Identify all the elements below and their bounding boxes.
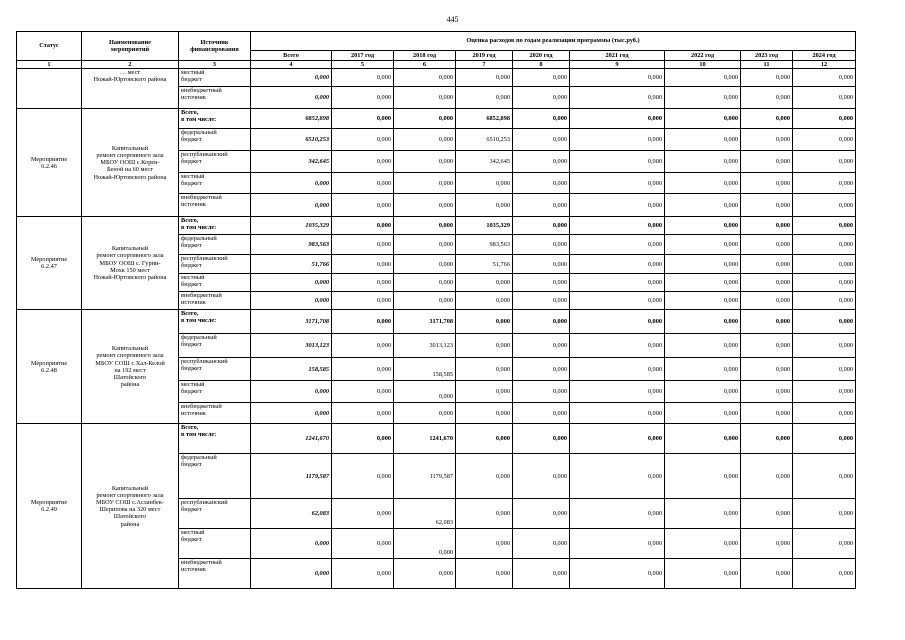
cell-value: 0,000 <box>741 358 793 381</box>
table-row <box>17 69 856 87</box>
cell-value: 0,000 <box>793 274 856 292</box>
cell-value: 0,000 <box>332 129 394 151</box>
cell-value: 0,000 <box>332 109 394 129</box>
cell-value: 0,000 <box>513 173 570 194</box>
cell-value: 0,000 <box>793 334 856 358</box>
activity-name: Капитальный ремонт спортивного зала МБОУ СОШ с.Хал-Келой на 192 мест Шатойского района <box>82 310 179 424</box>
cell-value: 0,000 <box>741 255 793 274</box>
cell-value: 0,000 <box>394 559 456 589</box>
source-label: Всего, в том числе: <box>179 424 251 454</box>
cell-value: 0,000 <box>570 499 665 529</box>
page-number: 445 <box>446 15 459 24</box>
cell-value: 0,000 <box>513 403 570 424</box>
cell-value: 0,000 <box>570 274 665 292</box>
cell-value: 0,000 <box>570 255 665 274</box>
cell-value: 0,000 <box>332 255 394 274</box>
cell-value: 0,000 <box>456 87 513 109</box>
cell-value: 0,000 <box>793 151 856 173</box>
cell-value: 0,000 <box>570 87 665 109</box>
source-label: республиканский бюджет <box>179 255 251 274</box>
cell-value: 0,000 <box>570 292 665 310</box>
cell-value: 0,000 <box>570 381 665 403</box>
cell-value: 1241,670 <box>394 424 456 454</box>
cell-value: 0,000 <box>513 334 570 358</box>
cell-total: 983,563 <box>251 235 332 255</box>
header-col-total: Всего <box>251 51 332 61</box>
cell-value: 0,000 <box>570 529 665 559</box>
cell-value: 0,000 <box>793 358 856 381</box>
cell-value: 0,000 <box>741 292 793 310</box>
column-number: 9 <box>570 61 665 69</box>
cell-value: 0,000 <box>741 559 793 589</box>
activity-name: Капитальный ремонт спортивного зала МБОУ СОШ с.Асланбек- Шерипова на 320 мест Шатойского района <box>82 424 179 589</box>
cell-value: 0,000 <box>665 499 741 529</box>
cell-value: 0,000 <box>665 217 741 235</box>
cell-value: 0,000 <box>570 334 665 358</box>
source-label: внебюджетный источник <box>179 559 251 589</box>
cell-value: 0,000 <box>456 69 513 87</box>
source-label: Всего, в том числе: <box>179 310 251 334</box>
cell-value: 0,000 <box>332 403 394 424</box>
header-col-2022: 2022 год <box>665 51 741 61</box>
cell-total: 1179,587 <box>251 454 332 499</box>
activity-name: Капитальный ремонт спортивного зала МБОУ ООШ с. Гурни- Мохк 150 мест Ножай-Юртовского района <box>82 217 179 310</box>
cell-value: 0,000 <box>741 334 793 358</box>
cell-value: 0,000 <box>665 529 741 559</box>
column-number: 2 <box>82 61 179 69</box>
column-number: 12 <box>793 61 856 69</box>
cell-value: 0,000 <box>456 310 513 334</box>
cell-value: 0,000 <box>332 358 394 381</box>
cell-value: 0,000 <box>741 529 793 559</box>
cell-value: 0,000 <box>513 274 570 292</box>
cell-value: 0,000 <box>513 529 570 559</box>
cell-value: 0,000 <box>741 424 793 454</box>
cell-value: 0,000 <box>513 310 570 334</box>
cell-value: 0,000 <box>332 559 394 589</box>
source-label: местный бюджет <box>179 274 251 292</box>
cell-value: 0,000 <box>793 529 856 559</box>
activity-status: Мероприятие 6.2.49 <box>17 424 82 589</box>
column-number: 8 <box>513 61 570 69</box>
cell-value: 0,000 <box>456 194 513 217</box>
cell-value: 0,000 <box>456 334 513 358</box>
cell-value: 0,000 <box>793 109 856 129</box>
cell-value: 0,000 <box>332 87 394 109</box>
column-number: 5 <box>332 61 394 69</box>
cell-value: 0,000 <box>456 454 513 499</box>
cell-value: 0,000 <box>513 424 570 454</box>
cell-value: 0,000 <box>741 403 793 424</box>
cell-value: 0,000 <box>394 292 456 310</box>
cell-value: 0,000 <box>394 109 456 129</box>
cell-value: 983,563 <box>456 235 513 255</box>
cell-value: 0,000 <box>665 292 741 310</box>
cell-value: 0,000 <box>741 151 793 173</box>
cell-total: 0,000 <box>251 69 332 87</box>
cell-value: 0,000 <box>665 424 741 454</box>
cell-value: 0,000 <box>394 235 456 255</box>
cell-value: 0,000 <box>665 87 741 109</box>
cell-value: 0,000 <box>741 217 793 235</box>
cell-value: 0,000 <box>741 274 793 292</box>
cell-value: 0,000 <box>332 235 394 255</box>
cell-value: 0,000 <box>394 381 456 403</box>
cell-value: 0,000 <box>513 454 570 499</box>
cell-value: 0,000 <box>332 151 394 173</box>
cell-value: 0,000 <box>332 334 394 358</box>
cell-total: 51,766 <box>251 255 332 274</box>
cell-total: 342,645 <box>251 151 332 173</box>
cell-value: 0,000 <box>456 529 513 559</box>
cell-value: 0,000 <box>793 424 856 454</box>
cell-value: 0,000 <box>394 151 456 173</box>
cell-value: 0,000 <box>332 499 394 529</box>
cell-value: 0,000 <box>513 235 570 255</box>
source-label: местный бюджет <box>179 381 251 403</box>
cell-value: 3171,708 <box>394 310 456 334</box>
cell-value: 0,000 <box>793 173 856 194</box>
cell-value: 0,000 <box>793 454 856 499</box>
source-label: местный бюджет <box>179 173 251 194</box>
cell-value: 0,000 <box>513 217 570 235</box>
cell-value: 158,585 <box>394 358 456 381</box>
cell-value: 0,000 <box>741 310 793 334</box>
source-label: внебюджетный источник <box>179 292 251 310</box>
cell-value: 0,000 <box>513 255 570 274</box>
cell-value: 0,000 <box>665 194 741 217</box>
column-number: 11 <box>741 61 793 69</box>
header-col-2023: 2023 год <box>741 51 793 61</box>
cell-value: 0,000 <box>513 69 570 87</box>
cell-value: 0,000 <box>332 529 394 559</box>
cell-value: 0,000 <box>332 381 394 403</box>
cell-value: 0,000 <box>741 454 793 499</box>
cell-total: 0,000 <box>251 381 332 403</box>
cell-total: 0,000 <box>251 87 332 109</box>
cell-value: 0,000 <box>332 274 394 292</box>
cell-value: 0,000 <box>570 310 665 334</box>
cell-value: 0,000 <box>394 69 456 87</box>
cell-value: 0,000 <box>570 151 665 173</box>
cell-value: 0,000 <box>793 255 856 274</box>
source-label: местный бюджет <box>179 69 251 87</box>
cell-value: 0,000 <box>394 194 456 217</box>
cell-value: 0,000 <box>570 173 665 194</box>
cell-value: 0,000 <box>570 194 665 217</box>
column-number: 1 <box>17 61 82 69</box>
table-row <box>17 109 856 129</box>
cell-total: 6852,898 <box>251 109 332 129</box>
table-row <box>17 217 856 235</box>
cell-value: 0,000 <box>456 381 513 403</box>
cell-value: 0,000 <box>513 87 570 109</box>
cell-value: 0,000 <box>332 292 394 310</box>
column-number: 6 <box>394 61 456 69</box>
cell-value: 0,000 <box>570 109 665 129</box>
expense-table <box>16 31 856 589</box>
source-label: федеральный бюджет <box>179 235 251 255</box>
cell-value: 0,000 <box>741 499 793 529</box>
cell-value: 0,000 <box>741 69 793 87</box>
cell-total: 3171,708 <box>251 310 332 334</box>
cell-value: 0,000 <box>513 109 570 129</box>
cell-value: 0,000 <box>332 194 394 217</box>
source-label: Всего, в том числе: <box>179 217 251 235</box>
cell-value: 0,000 <box>793 381 856 403</box>
cell-value: 0,000 <box>665 109 741 129</box>
cell-value: 0,000 <box>570 69 665 87</box>
cell-value: 0,000 <box>665 559 741 589</box>
cell-value: 0,000 <box>513 292 570 310</box>
cell-value: 0,000 <box>741 381 793 403</box>
cell-total: 158,585 <box>251 358 332 381</box>
cell-value: 0,000 <box>570 217 665 235</box>
cell-total: 0,000 <box>251 194 332 217</box>
cell-value: 0,000 <box>570 454 665 499</box>
cell-value: 0,000 <box>570 358 665 381</box>
cell-value: 0,000 <box>793 235 856 255</box>
header-name: Наименование мероприятий <box>82 32 179 61</box>
cell-value: 0,000 <box>456 292 513 310</box>
header-col-2024: 2024 год <box>793 51 856 61</box>
cell-value: 0,000 <box>513 129 570 151</box>
table-row <box>17 310 856 334</box>
cell-value: 0,000 <box>332 69 394 87</box>
cell-value: 0,000 <box>665 358 741 381</box>
cell-value: 3013,123 <box>394 334 456 358</box>
cell-value: 0,000 <box>665 129 741 151</box>
column-numbers-row <box>17 61 856 69</box>
header-col-2017: 2017 год <box>332 51 394 61</box>
activity-name: Капитальный ремонт спортивного зала МБОУ ООШ с.Корен- Беной на 60 мест Ножай-Юртовского района <box>82 109 179 217</box>
cell-value: 0,000 <box>394 274 456 292</box>
cell-value: 0,000 <box>741 235 793 255</box>
cell-total: 0,000 <box>251 403 332 424</box>
cell-value: 0,000 <box>793 292 856 310</box>
cell-value: 1179,587 <box>394 454 456 499</box>
cell-total: 0,000 <box>251 173 332 194</box>
header-status: Статус <box>17 32 82 61</box>
cell-value: 0,000 <box>456 499 513 529</box>
header-col-2021: 2021 год <box>570 51 665 61</box>
cell-total: 1241,670 <box>251 424 332 454</box>
cell-value: 0,000 <box>665 235 741 255</box>
header-col-2019: 2019 год <box>456 51 513 61</box>
cell-value: 0,000 <box>741 194 793 217</box>
cell-total: 0,000 <box>251 559 332 589</box>
activity-status: Мероприятие 6.2.46 <box>17 109 82 217</box>
header-col-2018: 2018 год <box>394 51 456 61</box>
cell-value: 0,000 <box>332 217 394 235</box>
cell-total: 0,000 <box>251 292 332 310</box>
activity-name: … мест Ножай-Юртовского района <box>82 69 179 109</box>
cell-value: 0,000 <box>394 529 456 559</box>
source-label: республиканский бюджет <box>179 151 251 173</box>
source-label: федеральный бюджет <box>179 334 251 358</box>
cell-total: 0,000 <box>251 274 332 292</box>
table-row <box>17 424 856 454</box>
cell-value: 0,000 <box>394 217 456 235</box>
activity-status: Мероприятие 6.2.48 <box>17 310 82 424</box>
cell-value: 6852,898 <box>456 109 513 129</box>
cell-value: 0,000 <box>793 310 856 334</box>
cell-value: 0,000 <box>456 559 513 589</box>
cell-value: 0,000 <box>793 559 856 589</box>
cell-value: 0,000 <box>665 334 741 358</box>
cell-value: 0,000 <box>394 403 456 424</box>
activity-status: Мероприятие 6.2.47 <box>17 217 82 310</box>
cell-value: 0,000 <box>793 403 856 424</box>
cell-value: 0,000 <box>665 255 741 274</box>
cell-value: 0,000 <box>665 173 741 194</box>
cell-value: 0,000 <box>332 454 394 499</box>
source-label: Всего, в том числе: <box>179 109 251 129</box>
cell-total: 62,083 <box>251 499 332 529</box>
cell-value: 0,000 <box>394 129 456 151</box>
cell-value: 0,000 <box>394 173 456 194</box>
status-cell <box>17 69 82 109</box>
cell-value: 342,645 <box>456 151 513 173</box>
source-label: местный бюджет <box>179 529 251 559</box>
cell-value: 0,000 <box>665 151 741 173</box>
header-col-2020: 2020 год <box>513 51 570 61</box>
cell-value: 0,000 <box>665 310 741 334</box>
cell-value: 0,000 <box>793 69 856 87</box>
column-number: 3 <box>179 61 251 69</box>
cell-total: 6510,253 <box>251 129 332 151</box>
cell-value: 0,000 <box>793 217 856 235</box>
cell-value: 62,083 <box>394 499 456 529</box>
header-estimate: Оценка расходов по годам реализации программы (тыс.руб.) <box>251 32 856 51</box>
source-label: республиканский бюджет <box>179 499 251 529</box>
cell-total: 3013,123 <box>251 334 332 358</box>
cell-value: 0,000 <box>793 87 856 109</box>
cell-value: 0,000 <box>741 129 793 151</box>
cell-value: 0,000 <box>456 173 513 194</box>
cell-value: 0,000 <box>741 173 793 194</box>
cell-value: 0,000 <box>793 129 856 151</box>
cell-value: 0,000 <box>665 69 741 87</box>
source-label: федеральный бюджет <box>179 129 251 151</box>
cell-value: 0,000 <box>513 358 570 381</box>
cell-value: 0,000 <box>332 424 394 454</box>
source-label: внебюджетный источник <box>179 194 251 217</box>
source-label: республиканский бюджет <box>179 358 251 381</box>
cell-value: 0,000 <box>513 499 570 529</box>
cell-value: 0,000 <box>570 424 665 454</box>
cell-total: 1035,329 <box>251 217 332 235</box>
cell-value: 0,000 <box>513 151 570 173</box>
cell-value: 0,000 <box>513 381 570 403</box>
cell-value: 0,000 <box>456 358 513 381</box>
cell-value: 0,000 <box>332 173 394 194</box>
cell-value: 0,000 <box>793 499 856 529</box>
cell-value: 0,000 <box>456 403 513 424</box>
cell-value: 0,000 <box>570 559 665 589</box>
column-number: 4 <box>251 61 332 69</box>
cell-value: 0,000 <box>513 559 570 589</box>
cell-total: 0,000 <box>251 529 332 559</box>
cell-value: 0,000 <box>665 381 741 403</box>
cell-value: 0,000 <box>570 129 665 151</box>
column-number: 7 <box>456 61 513 69</box>
cell-value: 0,000 <box>513 194 570 217</box>
source-label: внебюджетный источник <box>179 403 251 424</box>
header-source: Источник финансирования <box>179 32 251 61</box>
cell-value: 0,000 <box>793 194 856 217</box>
cell-value: 0,000 <box>394 87 456 109</box>
cell-value: 0,000 <box>570 403 665 424</box>
cell-value: 6510,253 <box>456 129 513 151</box>
cell-value: 0,000 <box>570 235 665 255</box>
cell-value: 0,000 <box>741 87 793 109</box>
source-label: внебюджетный источник <box>179 87 251 109</box>
cell-value: 0,000 <box>456 424 513 454</box>
cell-value: 0,000 <box>665 454 741 499</box>
cell-value: 1035,329 <box>456 217 513 235</box>
cell-value: 0,000 <box>456 274 513 292</box>
cell-value: 0,000 <box>332 310 394 334</box>
cell-value: 0,000 <box>665 403 741 424</box>
cell-value: 51,766 <box>456 255 513 274</box>
source-label: федеральный бюджет <box>179 454 251 499</box>
cell-value: 0,000 <box>741 109 793 129</box>
cell-value: 0,000 <box>665 274 741 292</box>
cell-value: 0,000 <box>394 255 456 274</box>
column-number: 10 <box>665 61 741 69</box>
